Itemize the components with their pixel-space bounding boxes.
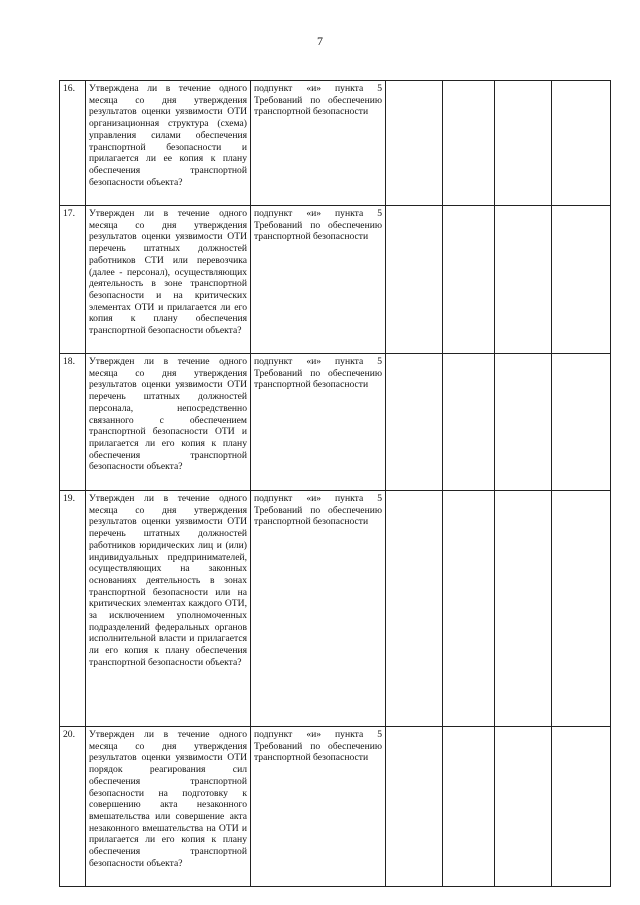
requirement-reference: подпункт «и» пункта 5 Требований по обеспечению транспортной безопасности: [251, 354, 386, 491]
answer-cell: [386, 206, 443, 354]
question-text: Утвержден ли в течение одного месяца со дня утверждения результатов оценки уязвимости ОТИ порядок реагирования сил обеспечения транспортной безопасности на подготовку к совершению акта незаконного вмешательства или совершение акта незаконного вмешательства на ОТИ и прилагается ли его копия к плану обеспечения транспортной безопасности объекта?: [86, 727, 251, 887]
answer-cell: [552, 354, 611, 491]
requirement-reference: подпункт «и» пункта 5 Требований по обеспечению транспортной безопасности: [251, 206, 386, 354]
answer-cell: [495, 354, 552, 491]
answer-cell: [552, 206, 611, 354]
row-number: 18.: [60, 354, 86, 491]
answer-cell: [443, 491, 495, 727]
table-row: [60, 491, 611, 727]
answer-cell: [443, 354, 495, 491]
question-text: Утвержден ли в течение одного месяца со дня утверждения результатов оценки уязвимости ОТИ перечень штатных должностей работников юридических лиц и (или) индивидуальных предпринимателей, осуществляющих на законных основаниях деятельность в зонах транспортной безопасности или на критических элементах каждого ОТИ, за исключением уполномоченных подразделений федеральных органов исполнительной власти и прилагается ли его копия к плану обеспечения транспортной безопасности объекта?: [86, 491, 251, 727]
answer-cell: [443, 206, 495, 354]
table-row: [60, 206, 611, 354]
question-text: Утверждена ли в течение одного месяца со дня утверждения результатов оценки уязвимости ОТИ организационная структура (схема) управления силами обеспечения транспортной безопасности и прилагается ли ее копия к плану обеспечения транспортной безопасности объекта?: [86, 81, 251, 206]
answer-cell: [386, 491, 443, 727]
row-number: 20.: [60, 727, 86, 887]
row-number: 17.: [60, 206, 86, 354]
question-text: Утвержден ли в течение одного месяца со дня утверждения результатов оценки уязвимости ОТИ перечень штатных должностей персонала, непосредственно связанного с обеспечением транспортной безопасности ОТИ и прилагается ли его копия к плану обеспечения транспортной безопасности объекта?: [86, 354, 251, 491]
row-number: 19.: [60, 491, 86, 727]
question-text: Утвержден ли в течение одного месяца со дня утверждения результатов оценки уязвимости ОТИ перечень штатных должностей работников СТИ или перевозчика (далее - персонал), осуществляющих деятельность в зоне транспортной безопасности и на критических элементах ОТИ и прилагается ли его копия к плану обеспечения транспортной безопасности объекта?: [86, 206, 251, 354]
answer-cell: [386, 354, 443, 491]
answer-cell: [386, 727, 443, 887]
requirement-reference: подпункт «и» пункта 5 Требований по обеспечению транспортной безопасности: [251, 491, 386, 727]
requirement-reference: подпункт «и» пункта 5 Требований по обеспечению транспортной безопасности: [251, 727, 386, 887]
row-number: 16.: [60, 81, 86, 206]
page-number: 7: [317, 34, 323, 48]
table-row: [60, 81, 611, 206]
answer-cell: [552, 81, 611, 206]
answer-cell: [443, 81, 495, 206]
answer-cell: [495, 81, 552, 206]
answer-cell: [386, 81, 443, 206]
answer-cell: [552, 491, 611, 727]
requirement-reference: подпункт «и» пункта 5 Требований по обеспечению транспортной безопасности: [251, 81, 386, 206]
answer-cell: [495, 206, 552, 354]
checklist-table: [59, 80, 611, 887]
answer-cell: [443, 727, 495, 887]
table-row: [60, 727, 611, 887]
answer-cell: [552, 727, 611, 887]
table-row: [60, 354, 611, 491]
answer-cell: [495, 727, 552, 887]
answer-cell: [495, 491, 552, 727]
